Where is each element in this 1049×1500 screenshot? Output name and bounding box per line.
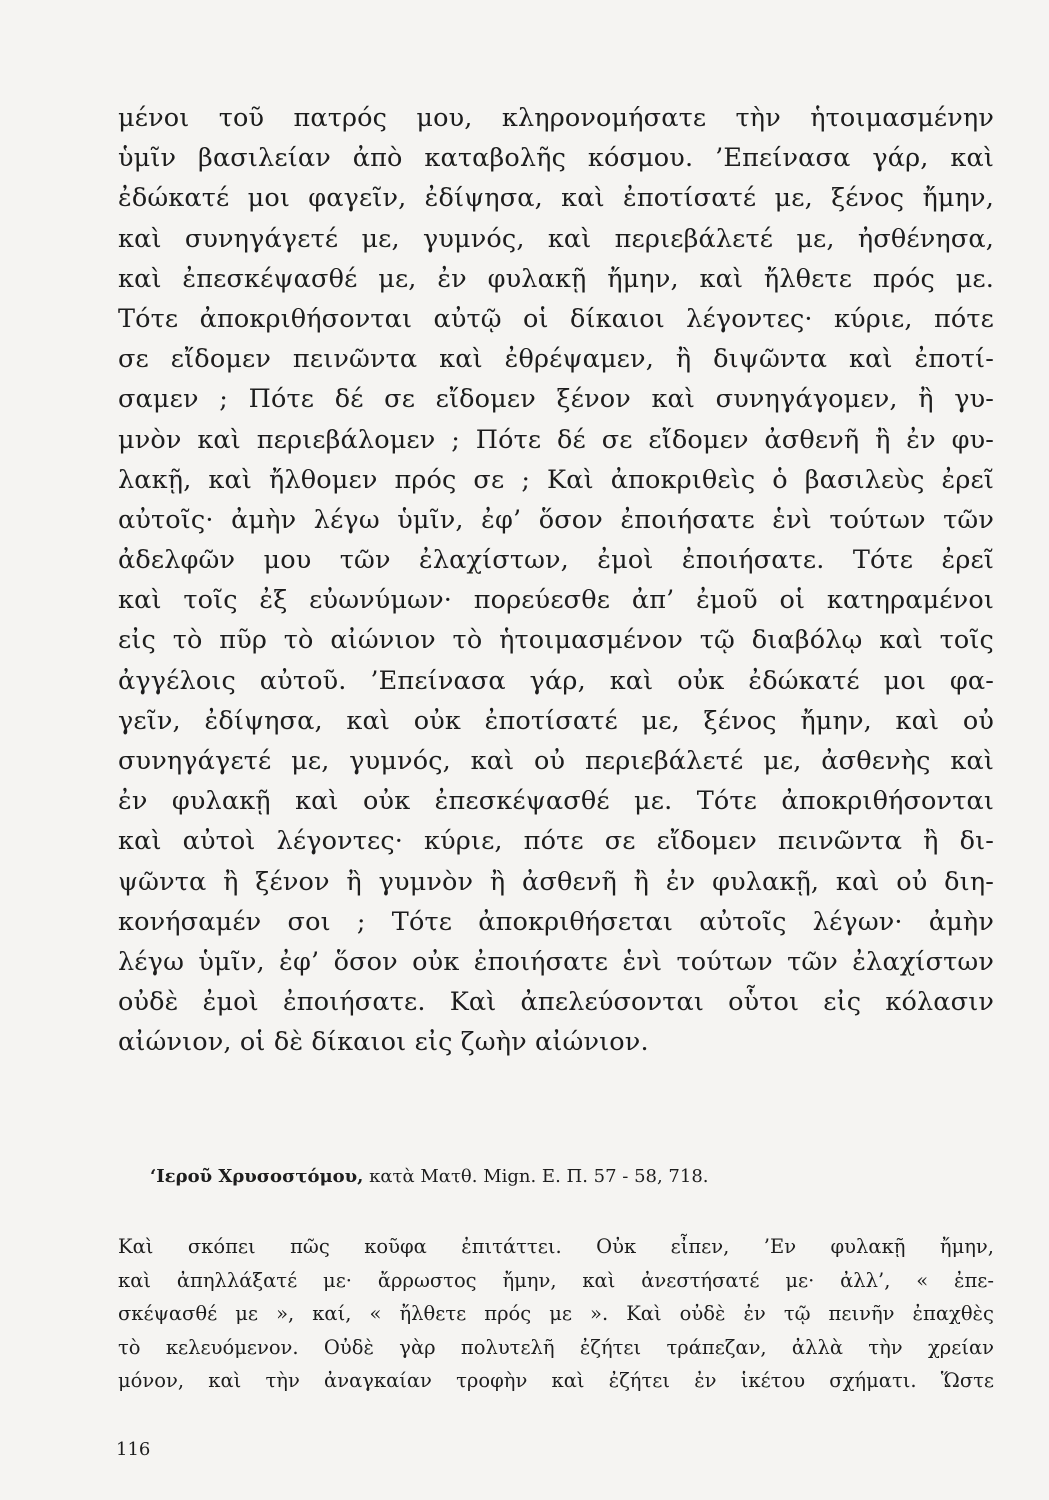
text-line: αἰώνιον, οἱ δὲ δίκαιοι εἰς ζωὴν αἰώνιον. — [118, 1027, 649, 1058]
source-citation — [150, 1164, 990, 1190]
text-line: μνὸν καὶ περιεβάλομεν ; Πότε δέ σε εἴδομεν ἀσθενῆ ἢ ἐν φυ- — [118, 424, 994, 455]
text-line: ἀδελφῶν μου τῶν ἐλαχίστων, ἐμοὶ ἐποιήσατε. Τότε ἐρεῖ — [118, 545, 994, 576]
text-line: καὶ αὐτοὶ λέγοντες· κύριε, πότε σε εἴδομεν πεινῶντα ἢ δι- — [118, 826, 994, 857]
text-line: κονήσαμέν σοι ; Τότε ἀποκριθήσεται αὐτοῖς λέγων· ἀμὴν — [118, 906, 994, 937]
commentary-line: καὶ ἀπηλλάξατέ με· ἄρρωστος ἤμην, καὶ ἀνεστήσατέ με· ἀλλ’, « ἐπε- — [118, 1268, 994, 1292]
text-line: λακῇ, καὶ ἤλθομεν πρός σε ; Καὶ ἀποκριθεὶς ὁ βασιλεὺς ἐρεῖ — [118, 464, 994, 495]
text-line: συνηγάγετέ με, γυμνός, καὶ οὐ περιεβάλετέ με, ἀσθενὴς καὶ — [118, 746, 994, 776]
text-line: ἐδώκατέ μοι φαγεῖν, ἐδίψησα, καὶ ἐποτίσατέ με, ξένος ἤμην, — [118, 183, 994, 214]
text-line: καὶ ἐπεσκέψασθέ με, ἐν φυλακῇ ἤμην, καὶ ἤλθετε πρός με. — [118, 263, 994, 294]
text-line: σε εἴδομεν πεινῶντα καὶ ἐθρέψαμεν, ἢ διψῶντα καὶ ἐποτί- — [118, 344, 994, 375]
text-line: λέγω ὑμῖν, ἐφ’ ὅσον οὐκ ἐποιήσατε ἑνὶ τούτων τῶν ἐλαχίστων — [118, 946, 994, 977]
text-line: ἀγγέλοις αὐτοῦ. ’Επείνασα γάρ, καὶ οὐκ ἐδώκατέ μοι φα- — [118, 665, 994, 696]
text-line: ψῶντα ἢ ξένον ἢ γυμνὸν ἢ ἀσθενῆ ἢ ἐν φυλακῇ, καὶ οὐ διη- — [118, 866, 994, 897]
text-line: ὑμῖν βασιλείαν ἀπὸ καταβολῆς κόσμου. ’Επείνασα γάρ, καὶ — [118, 143, 994, 174]
text-line: γεῖν, ἐδίψησα, καὶ οὐκ ἐποτίσατέ με, ξένος ἤμην, καὶ οὐ — [118, 705, 994, 736]
page-number: 116 — [116, 1439, 151, 1460]
commentary-line: σκέψασθέ με », καί, « ἤλθετε πρός με ». Καὶ οὐδὲ ἐν τῷ πεινῆν ἐπαχθὲς — [118, 1302, 994, 1325]
text-line: ἐν φυλακῇ καὶ οὐκ ἐπεσκέψασθέ με. Τότε ἀποκριθήσονται — [118, 786, 994, 817]
text-line: σαμεν ; Πότε δέ σε εἴδομεν ξένον καὶ συνηγάγομεν, ἢ γυ- — [118, 384, 994, 415]
citation-author: ‘Ιεροῦ Χρυσοστόμου, — [150, 1166, 364, 1187]
text-line: μένοι τοῦ πατρός μου, κληρονομήσατε τὴν ἡτοιμασμένην — [118, 103, 994, 133]
text-line: αὐτοῖς· ἀμὴν λέγω ὑμῖν, ἐφ’ ὅσον ἐποιήσατε ἑνὶ τούτων τῶν — [118, 504, 994, 535]
commentary-line: μόνον, καὶ τὴν ἀναγκαίαν τροφὴν καὶ ἐζήτει ἐν ἱκέτου σχήματι. Ὥστε — [118, 1369, 994, 1392]
text-line: καὶ συνηγάγετέ με, γυμνός, καὶ περιεβάλετέ με, ἠσθένησα, — [118, 223, 994, 254]
scripture-passage — [118, 98, 994, 1063]
commentary-line: Καὶ σκόπει πῶς κοῦφα ἐπιτάττει. Οὐκ εἶπεν, ’Εν φυλακῇ ἤμην, — [118, 1235, 994, 1258]
text-line: οὐδὲ ἐμοὶ ἐποιήσατε. Καὶ ἀπελεύσονται οὗτοι εἰς κόλασιν — [118, 987, 994, 1018]
citation-reference: κατὰ Ματθ. Mign. E. Π. 57 - 58, 718. — [369, 1166, 709, 1187]
text-line: εἰς τὸ πῦρ τὸ αἰώνιον τὸ ἡτοιμασμένον τῷ διαβόλῳ καὶ τοῖς — [118, 625, 994, 656]
text-line: καὶ τοῖς ἐξ εὐωνύμων· πορεύεσθε ἀπ’ ἐμοῦ οἱ κατηραμένοι — [118, 585, 994, 616]
commentary-line: τὸ κελευόμενον. Οὐδὲ γὰρ πολυτελῆ ἐζήτει τράπεζαν, ἀλλὰ τὴν χρείαν — [118, 1335, 994, 1359]
text-line: Τότε ἀποκριθήσονται αὐτῷ οἱ δίκαιοι λέγοντες· κύριε, πότε — [118, 303, 994, 334]
commentary-passage — [118, 1230, 994, 1398]
